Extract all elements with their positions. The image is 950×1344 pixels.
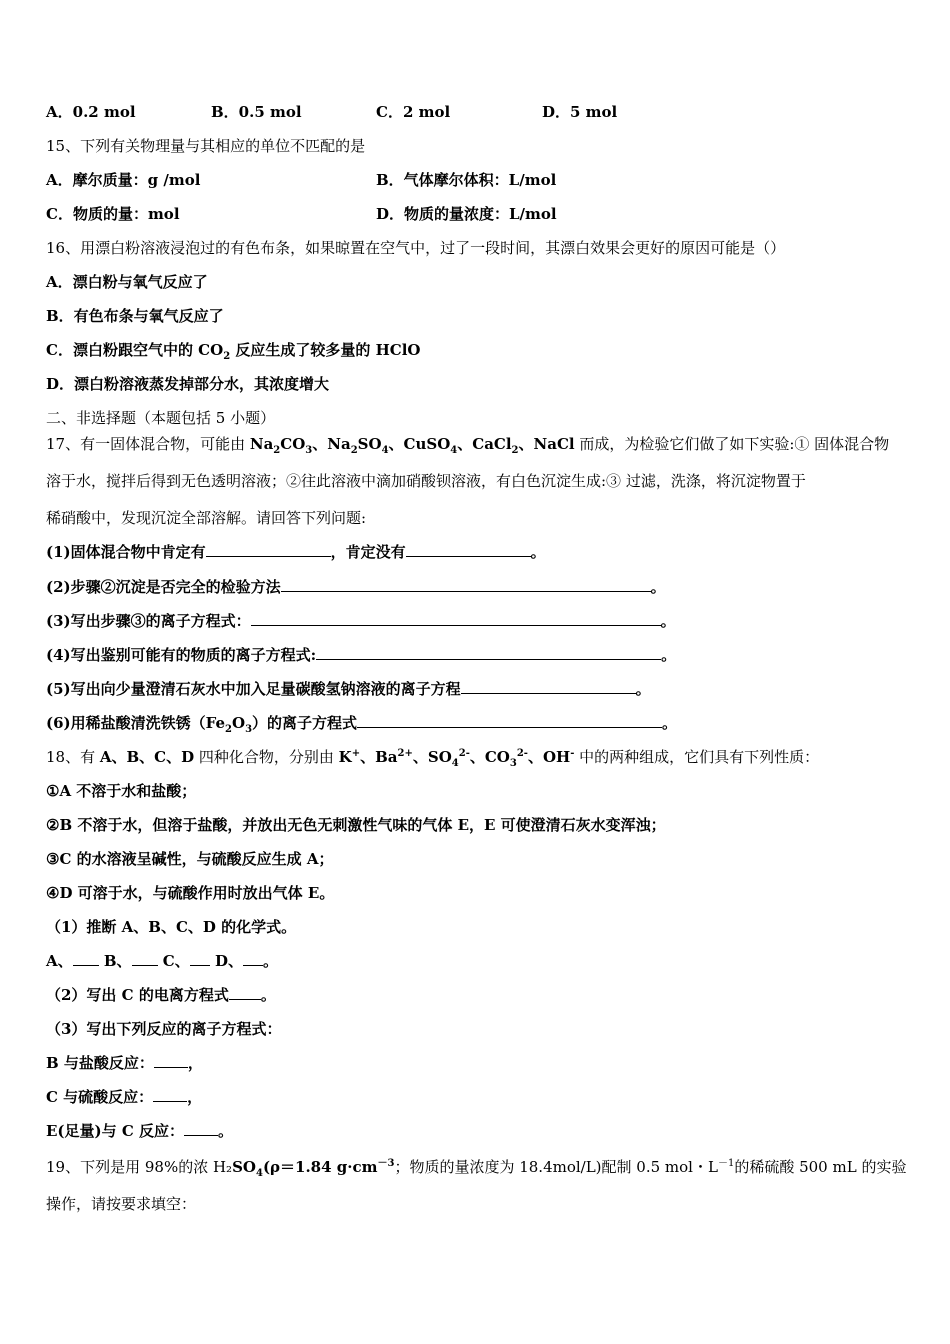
q17-stem-line3: 稀硝酸中，发现沉淀全部溶解。请回答下列问题: (46, 509, 367, 527)
q17-sub5: (5)写出向少量澄清石灰水中加入足量碳酸氢钠溶液的离子方程 。 (46, 680, 651, 698)
q17-sub1: (1)固体混合物中肯定有 ，肯定没有 。 (46, 543, 546, 561)
answer-blank[interactable] (229, 984, 261, 1000)
answer-blank[interactable] (357, 712, 662, 728)
q18-prop1: ①A 不溶于水和盐酸； (46, 782, 197, 800)
q17-sub6: (6)用稀盐酸清洗铁锈$(Fe_2O_3)$的离子方程式 。 (46, 714, 678, 735)
q17-sub4: (4)写出鉴别可能有的物质的离子方程式: 。 (46, 646, 677, 664)
answer-blank[interactable] (206, 541, 331, 557)
q16-stem: 16、用漂白粉溶液浸泡过的有色布条，如果晾置在空气中，过了一段时间，其漂白效果会更好的原因可能是（） (46, 239, 786, 257)
q16-option-a: A．漂白粉与氧气反应了 (46, 273, 208, 291)
q15-option-b: B．气体摩尔体积：L/mol (376, 171, 557, 189)
q14-option-b: B．0.5 mol (211, 103, 302, 121)
answer-blank[interactable] (154, 1052, 188, 1068)
q15-option-a: A．摩尔质量：g /mol (46, 171, 201, 189)
q18-sub2: （2）写出 C 的电离方程式 。 (46, 986, 276, 1004)
q18-sub3-b: B 与盐酸反应： ， (46, 1054, 203, 1072)
q18-prop2: ②B 不溶于水，但溶于盐酸，并放出无色无刺激性气味的气体 E，E 可使澄清石灰水变浑浊； (46, 816, 666, 834)
q19-stem-line2: 操作，请按要求填空： (46, 1195, 197, 1213)
answer-blank[interactable] (316, 644, 661, 660)
q17-stem-line2: 溶于水，搅拌后得到无色透明溶液；②往此溶液中滴加硝酸钡溶液，有白色沉淀生成:③ 过滤，洗涤，将沉淀物置于 (46, 472, 806, 490)
answer-blank[interactable] (251, 610, 661, 626)
q16-option-d: D．漂白粉溶液蒸发掉部分水，其浓度增大 (46, 375, 330, 393)
q19-stem-line1: 19、下列是用 98%的浓 $H_2SO_4(\rho=1.84$ $g\cdot cm^{-3}$；物质的量浓度为 18.4mol/L)配制 0.5 mol・$L^{-1}$的稀硫酸 500 mL 的实验 (46, 1158, 907, 1179)
q15-stem: 15、下列有关物理量与其相应的单位不匹配的是 (46, 137, 366, 155)
answer-blank[interactable] (461, 678, 636, 694)
q14-option-c: C．2 mol (376, 103, 451, 121)
answer-blank[interactable] (406, 541, 531, 557)
answer-blank[interactable] (184, 1120, 218, 1136)
q14-option-a: A．0.2 mol (46, 103, 136, 121)
answer-blank[interactable] (243, 950, 263, 966)
q18-sub3-c: C 与硫酸反应： ， (46, 1088, 203, 1106)
section-heading: 二、非选择题（本题包括 5 小题） (46, 409, 276, 427)
q15-option-c: C．物质的量：mol (46, 205, 180, 223)
q18-stem: 18、有 A、B、C、D 四种化合物，分别由 K+、$Ba^{2+}$、$SO_4^{2-}$、$CO_3^{2-}$、OH- 中的两种组成，它们具有下列性质： (46, 748, 820, 769)
q18-prop3: ③C 的水溶液呈碱性，与硫酸反应生成 A； (46, 850, 334, 868)
q18-sub1: （1）推断 A、B、C、D 的化学式。 (46, 918, 297, 936)
q17-sub2: (2)步骤②沉淀是否完全的检验方法 。 (46, 578, 666, 596)
q17-sub3: (3)写出步骤③的离子方程式： 。 (46, 612, 676, 630)
q16-option-c: C．漂白粉跟空气中的 $CO_2$ 反应生成了较多量的 HClO (46, 341, 421, 362)
q18-prop4: ④D 可溶于水，与硫酸作用时放出气体 E。 (46, 884, 335, 902)
q18-sub1-answers: A、 B、 C、 D、 。 (46, 952, 278, 970)
answer-blank[interactable] (153, 1086, 187, 1102)
answer-blank[interactable] (190, 950, 210, 966)
q18-sub3-e: E(足量)与 C 反应： 。 (46, 1122, 234, 1140)
answer-blank[interactable] (73, 950, 99, 966)
answer-blank[interactable] (281, 576, 651, 592)
q15-option-d: D．物质的量浓度：L/mol (376, 205, 557, 223)
q14-option-d: D．5 mol (542, 103, 618, 121)
q18-sub3: （3）写出下列反应的离子方程式： (46, 1020, 282, 1038)
q16-option-b: B．有色布条与氧气反应了 (46, 307, 224, 325)
q17-stem-line1: 17、有一固体混合物，可能由 $Na_2CO_3$、$Na_2SO_4$、CuSO$_4$、CaCl$_2$、NaCl 而成，为检验它们做了如下实验:① 固体混合物 (46, 435, 890, 456)
answer-blank[interactable] (132, 950, 158, 966)
